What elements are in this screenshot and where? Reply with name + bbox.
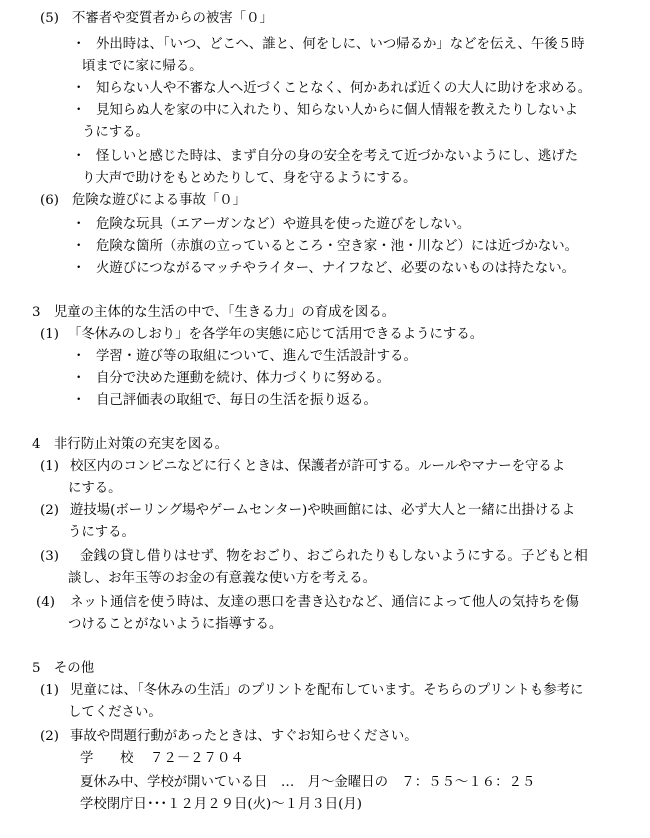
section-3-title: 3 児童の主体的な生活の中で、「生きる力」の育成を図る。 <box>32 305 396 320</box>
s4-item-3-number: (3) <box>40 549 59 564</box>
s5-item-4-line-2: り大声で助けをもとめたりして、身を守るようにする。 <box>82 171 417 186</box>
bullet-mark: ・ <box>72 103 86 118</box>
bullet-mark: ・ <box>72 393 86 408</box>
school-label: 学 校 <box>80 751 134 766</box>
s4-item-4-line-2: つけることがないように指導する。 <box>68 617 283 632</box>
s6-item-3: 火遊びにつながるマッチやライター、ナイフなど、必要のないものは持たない。 <box>96 261 575 276</box>
section-3-sub-number: (1) <box>40 327 59 342</box>
s4-item-3-line-2: 談し、お年玉等のお金の有意義な使い方を考える。 <box>68 571 376 586</box>
s4-item-2-number: (2) <box>40 503 59 518</box>
section-5-title: 5 その他 <box>32 661 95 676</box>
section-4-title: 4 非行防止対策の充実を図る。 <box>32 437 228 452</box>
s3-item-3: 自己評価表の取組で、毎日の生活を振り返る。 <box>96 393 377 408</box>
bullet-mark: ・ <box>72 217 86 232</box>
s5-item-4-line-1: 怪しいと感じた時は、まず自分の身の安全を考えて近づかないようにし、逃げた <box>96 149 579 164</box>
section-3-sub-text: 「冬休みのしおり」を各学年の実態に応じて活用できるようにする。 <box>68 327 484 342</box>
summer-open-days: 夏休み中、学校が開いている日 … 月～金曜日の ７：５５～１６：２５ <box>80 775 536 790</box>
s3-item-1: 学習・遊び等の取組について、進んで生活設計する。 <box>96 349 417 364</box>
bullet-mark: ・ <box>72 81 86 96</box>
s5-other-item-1-number: (1) <box>40 683 59 698</box>
section-6-heading: 危険な遊びによる事故「０」 <box>72 193 247 208</box>
s4-item-2-line-2: うにする。 <box>68 525 135 540</box>
s4-item-1-line-1: 校区内のコンビニなどに行くときは、保護者が許可する。ルールやマナーを守るよ <box>70 459 566 474</box>
bullet-mark: ・ <box>72 261 86 276</box>
section-6-number: (6) <box>40 193 59 208</box>
s6-item-2: 危険な箇所（赤旗の立っているところ・空き家・池・川など）には近づかない。 <box>96 239 579 254</box>
s5-other-item-2-line-1: 事故や問題行動があったときは、すぐお知らせください。 <box>70 729 418 744</box>
s5-other-item-1-line-2: してください。 <box>68 705 162 720</box>
bullet-mark: ・ <box>72 371 86 386</box>
school-phone: ７２－２７０４ <box>150 751 244 766</box>
bullet-mark: ・ <box>72 349 86 364</box>
section-5-heading: 不審者や変質者からの被害「０」 <box>72 11 273 26</box>
bullet-mark: ・ <box>72 37 86 52</box>
bullet-mark: ・ <box>72 239 86 254</box>
s3-item-2: 自分で決めた運動を続け、体力づくりに努める。 <box>96 371 391 386</box>
section-5-number: (5) <box>40 11 59 26</box>
s4-item-1-number: (1) <box>40 459 59 474</box>
s5-item-3-line-1: 見知らぬ人を家の中に入れたり、知らない人からに個人情報を教えたりしないよ <box>96 103 579 118</box>
s5-item-1-line-2: 頃までに家に帰る。 <box>82 59 203 74</box>
s4-item-2-line-1: 遊技場(ボーリング場やゲームセンター)や映画館には、必ず大人と一緒に出掛けるよ <box>70 503 576 518</box>
s5-item-2-line-1: 知らない人や不審な人へ近づくことなく、何かあれば近くの大人に助けを求める。 <box>96 81 592 96</box>
s5-item-3-line-2: うにする。 <box>82 125 149 140</box>
s4-item-3-line-1: 金銭の貸し借りはせず、物をおごり、おごられたりもしないようにする。子どもと相 <box>80 549 588 564</box>
bullet-mark: ・ <box>72 149 86 164</box>
school-closed-days: 学校閉庁日･･･１２月２９日(火)～１月３日(月) <box>80 797 363 812</box>
s5-other-item-1-line-1: 児童には、「冬休みの生活」のプリントを配布しています。そちらのプリントも参考に <box>70 683 584 698</box>
s5-other-item-2-number: (2) <box>40 729 59 744</box>
s5-item-1-line-1: 外出時は、「いつ、どこへ、誰と、何をしに、いつ帰るか」などを伝え、午後５時 <box>96 37 585 52</box>
s4-item-1-line-2: にする。 <box>68 481 122 496</box>
s4-item-4-line-1: ネット通信を使う時は、友達の悪口を書き込むなど、通信によって他人の気持ちを傷 <box>70 595 579 610</box>
s4-item-4-number: (4) <box>36 595 55 610</box>
s6-item-1: 危険な玩具（エアーガンなど）や遊具を使った遊びをしない。 <box>96 217 471 232</box>
